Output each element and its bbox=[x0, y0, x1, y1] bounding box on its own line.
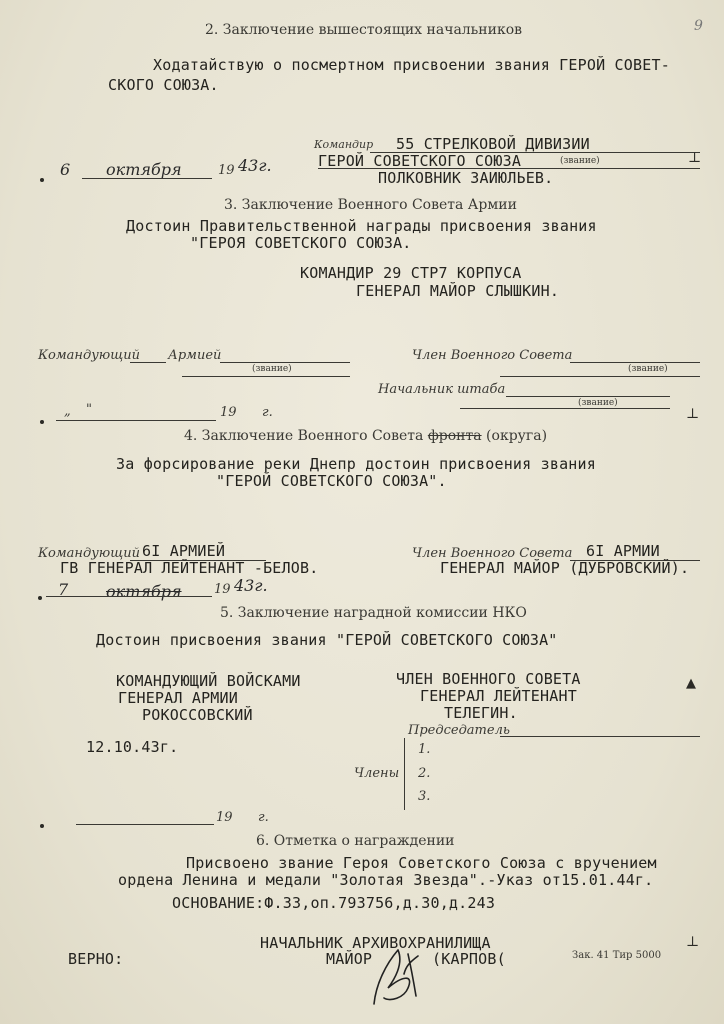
section-3-commander-label: Командующий bbox=[38, 348, 140, 363]
section-5-member-1: 1. bbox=[418, 742, 431, 757]
section-4-commander-label: Командующий bbox=[38, 546, 140, 561]
section-4-commander-value: 6I АРМИЕЙ bbox=[142, 542, 226, 560]
section-3-date-prefix: „ bbox=[64, 404, 71, 419]
footer-archive-line-3: (КАРПОВ( bbox=[432, 950, 506, 968]
section-3-sign-line-2: ГЕНЕРАЛ МАЙОР СЛЫШКИН. bbox=[356, 282, 560, 300]
section-5-left-line-1: КОМАНДУЮЩИЙ ВОЙСКАМИ bbox=[116, 672, 301, 690]
section-2-date-year-suffix: 43г. bbox=[238, 156, 272, 175]
section-6-text-line-2: ордена Ленина и медали "Золотая Звезда".-Указ от15.01.44г. bbox=[118, 871, 654, 889]
section-6-text-line-1: Присвоено звание Героя Советского Союза с вручением bbox=[186, 854, 657, 872]
section-3-date-quote: " bbox=[86, 402, 92, 417]
section-5-right-line-1: ЧЛЕН ВОЕННОГО СОВЕТА bbox=[396, 670, 581, 688]
section-5-left-line-3: РОКОССОВСКИЙ bbox=[142, 706, 253, 724]
section-5-date-typed: 12.10.43г. bbox=[86, 738, 179, 756]
section-2-rank-line: ГЕРОЙ СОВЕТСКОГО СОЮЗА bbox=[318, 152, 522, 170]
section-3-council-label: Член Военного Совета bbox=[412, 348, 573, 363]
section-2-date-year-prefix: 19 bbox=[218, 163, 235, 178]
section-4-text-line-2: "ГЕРОЙ СОВЕТСКОГО СОЮЗА". bbox=[216, 472, 447, 490]
section-4-title-struck: фронта bbox=[427, 428, 482, 444]
section-2-date-day: 6 bbox=[60, 160, 71, 179]
section-6-title: 6. Отметка о награждении bbox=[256, 833, 455, 849]
section-4-council-name: ГЕНЕРАЛ МАЙОР (ДУБРОВСКИЙ). bbox=[440, 559, 690, 577]
page-number: 9 bbox=[694, 18, 703, 34]
section-5-title: 5. Заключение наградной комиссии НКО bbox=[220, 605, 527, 621]
section-4-date-suffix: 43г. bbox=[234, 576, 268, 595]
section-4-title bbox=[184, 428, 547, 444]
section-3-text-line-1: Достоин Правительственной награды присвоения звания bbox=[126, 217, 597, 235]
section-3-army-label: Армией bbox=[168, 348, 222, 363]
section-5-member-3: 3. bbox=[418, 789, 431, 804]
section-4-title-prefix: 4. Заключение Военного Совета bbox=[184, 428, 424, 444]
section-5-left-line-2: ГЕНЕРАЛ АРМИИ bbox=[118, 689, 238, 707]
handwritten-signature bbox=[368, 944, 432, 1012]
section-4-date-day: 7 bbox=[58, 580, 69, 599]
section-2-commander-value: 55 СТРЕЛКОВОЙ ДИВИЗИИ bbox=[396, 135, 590, 153]
section-4-date-year: 19 bbox=[214, 582, 231, 597]
section-4-commander-name: ГВ ГЕНЕРАЛ ЛЕЙТЕНАНТ -БЕЛОВ. bbox=[60, 559, 319, 577]
margin-mark: ⊥ bbox=[686, 934, 700, 950]
margin-mark: ⊥ bbox=[688, 150, 702, 166]
section-2-rank-hint: (звание) bbox=[560, 156, 600, 166]
section-5-right-line-2: ГЕНЕРАЛ ЛЕЙТЕНАНТ bbox=[420, 687, 577, 705]
section-4-date-month: октября bbox=[106, 582, 182, 601]
section-5-chair-label: Председатель bbox=[408, 723, 510, 738]
footer-print-info: Зак. 41 Тир 5000 bbox=[572, 950, 662, 961]
section-6-basis: ОСНОВАНИЕ:Ф.33,оп.793756,д.30,д.243 bbox=[172, 894, 496, 912]
section-2-commander-label: Командир bbox=[314, 138, 374, 151]
section-3-staff-label: Начальник штаба bbox=[378, 382, 506, 397]
section-2-title: 2. Заключение вышестоящих начальников bbox=[205, 22, 523, 38]
section-3-staff-hint: (звание) bbox=[578, 398, 618, 408]
footer-archive-line-2: МАЙОР bbox=[326, 950, 373, 968]
section-3-sign-line-1: КОМАНДИР 29 СТР7 КОРПУСА bbox=[300, 264, 522, 282]
margin-mark: ▲ bbox=[686, 676, 696, 691]
section-4-title-suffix: (округа) bbox=[486, 428, 548, 444]
section-3-date-suffix: г. bbox=[262, 405, 273, 420]
section-4-council-label: Член Военного Совета bbox=[412, 546, 573, 561]
section-5-right-line-3: ТЕЛЕГИН. bbox=[444, 704, 518, 722]
section-5-member-2: 2. bbox=[418, 766, 431, 781]
section-2-date-month: октября bbox=[106, 160, 182, 179]
section-3-rank-hint: (звание) bbox=[252, 364, 292, 374]
section-5-date-year: 19 bbox=[216, 810, 233, 825]
footer-archive-line-1: НАЧАЛЬНИК АРХИВОХРАНИЛИЩА bbox=[260, 934, 491, 952]
section-4-council-value: 6I АРМИИ bbox=[586, 542, 660, 560]
section-3-date-year: 19 bbox=[220, 405, 237, 420]
section-2-name-line: ПОЛКОВНИК ЗАИЮЛЬЕВ. bbox=[378, 169, 554, 187]
section-5-text-line-1: Достоин присвоения звания "ГЕРОЙ СОВЕТСКОГО СОЮЗА" bbox=[96, 631, 558, 649]
section-5-members-label: Члены bbox=[354, 766, 400, 781]
section-4-text-line-1: За форсирование реки Днепр достоин присвоения звания bbox=[116, 455, 596, 473]
section-3-title: 3. Заключение Военного Совета Армии bbox=[224, 197, 517, 213]
section-2-text-line-2: СКОГО СОЮЗА. bbox=[108, 76, 219, 94]
footer-verno: ВЕРНО: bbox=[68, 950, 124, 968]
margin-mark: ⊥ bbox=[686, 406, 700, 422]
section-5-date-suffix: г. bbox=[258, 810, 269, 825]
section-3-text-line-2: "ГЕРОЯ СОВЕТСКОГО СОЮЗА. bbox=[190, 234, 412, 252]
section-2-text-line-1: Ходатайствую о посмертном присвоении звания ГЕРОЙ СОВЕТ- bbox=[153, 56, 670, 74]
section-3-council-hint: (звание) bbox=[628, 364, 668, 374]
